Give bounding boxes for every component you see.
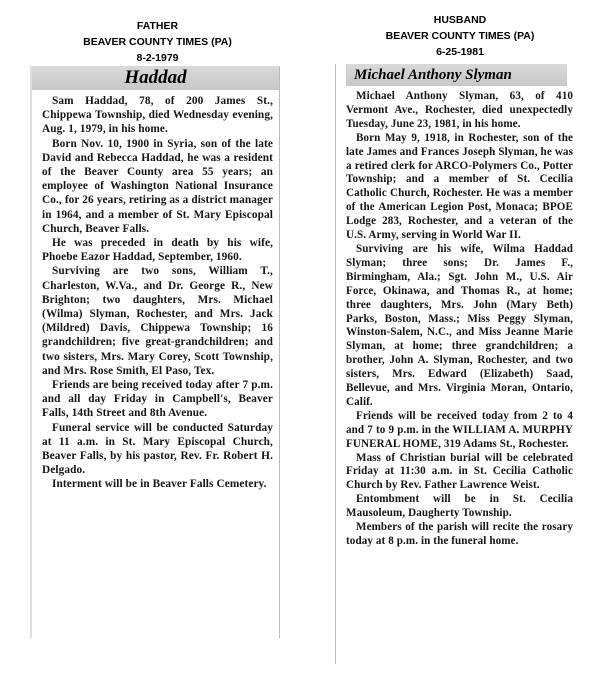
obituary-paragraph: Born May 9, 1918, in Rochester, son of the late James and Frances Joseph Slyman, he was a retired clerk for ARCO-Polymers Co., Potter Township; and a member of St. Cecilia Catholic Church, Rochester. He was a member of the American Legion Post, Monaca; BPOE Lodge 283, Rochester, and a veteran of the U.S. Army, serving in World War II. — [346, 131, 573, 242]
father-relation-label: FATHER — [136, 20, 179, 32]
husband-newspaper-label: BEAVER COUNTY TIMES (PA) — [385, 30, 535, 42]
obituary-paragraph: Surviving are his wife, Wilma Haddad Slyman; three sons; Dr. James F., Birmingham, Ala.; Sgt. John M., U.S. Air Force, Okinawa, and Thomas R., at home; three daughters, Mrs. John (Mary Beth) Parks, Boston, Mass.; Miss Peggy Slyman, Winston-Salem, N.C., and Miss Jeanne Marie Slyman, at home; three grandchildren; a brother, John A. Slyman, Rochester, and two sisters, Mrs. Edward (Elizabeth) Saad, Bellevue, and Mrs. Virginia Moran, Ontario, Calif. — [346, 242, 573, 408]
obituary-paragraph: Funeral service will be conducted Saturday at 11 a.m. in St. Mary Episcopal Church, Beaver Falls, by his pastor, Rev. Fr. Robert H. Delgado. — [42, 421, 273, 477]
father-name-banner: Haddad — [32, 66, 279, 90]
obituary-paragraph: Entombment will be in St. Cecilia Mausoleum, Daugherty Township. — [346, 493, 573, 520]
obituary-paragraph: Sam Haddad, 78, of 200 James St., Chippewa Township, died Wednesday evening, Aug. 1, 1979, in his home. — [42, 95, 273, 136]
obituary-paragraph: Members of the parish will recite the rosary today at 8 p.m. in the funeral home. — [346, 521, 573, 547]
obituary-paragraph: Interment will be in Beaver Falls Cemetery. — [52, 478, 267, 491]
husband-header — [335, 12, 585, 60]
obituary-paragraph: He was preceded in death by his wife, Phoebe Eazor Haddad, September, 1960. — [42, 237, 273, 264]
father-newspaper-label: BEAVER COUNTY TIMES (PA) — [83, 36, 232, 48]
obituary-paragraph: Michael Anthony Slyman, 63, of 410 Vermont Ave., Rochester, died unexpectedly Tuesday, June 23, 1981, in his home. — [346, 90, 573, 130]
husband-date-label: 6-25-1981 — [436, 46, 484, 58]
husband-relation-label: HUSBAND — [433, 14, 487, 26]
obituary-paragraph: Mass of Christian burial will be celebrated Friday at 11:30 a.m. in St. Cecilia Catholic Church by Rev. Father Lawrence Weist. — [346, 451, 573, 492]
father-header — [30, 18, 285, 66]
obituary-paragraph: Born Nov. 10, 1900 in Syria, son of the late David and Rebecca Haddad, he was a resident of the Beaver County area 55 years; an employee of Washington National Insurance Co., for 26 years, retiring as a district manager in 1964, and a member of St. Mary Episcopal Church, Beaver Falls. — [42, 137, 273, 235]
obituary-paragraph: Friends will be received today from 2 to 4 and 7 to 9 p.m. in the WILLIAM A. MURPHY FUNERAL HOME, 319 Adams St., Rochester. — [346, 409, 573, 450]
father-date-label: 8-2-1979 — [136, 52, 179, 64]
obituary-paragraph: Friends are being received today after 7 p.m. and all day Friday in Campbell's, Beaver Falls, 14th Street and 8th Avenue. — [42, 379, 273, 420]
husband-obituary-clipping — [335, 64, 585, 664]
obituary-paragraph: Surviving are two sons, William T., Charleston, W.Va., and Dr. George R., New Brighton; two daughters, Mrs. Michael (Wilma) Slyman, Rochester, and Mrs. Jack (Mildred) Davis, Chippewa Township; 16 grandchildren; five great-grandchildren; and two sisters, Mrs. Mary Corey, Scott Township, and Mrs. Rose Smith, El Paso, Tex. — [42, 265, 273, 377]
father-obituary-clipping — [30, 66, 280, 638]
husband-name-banner: Michael Anthony Slyman — [346, 64, 567, 86]
